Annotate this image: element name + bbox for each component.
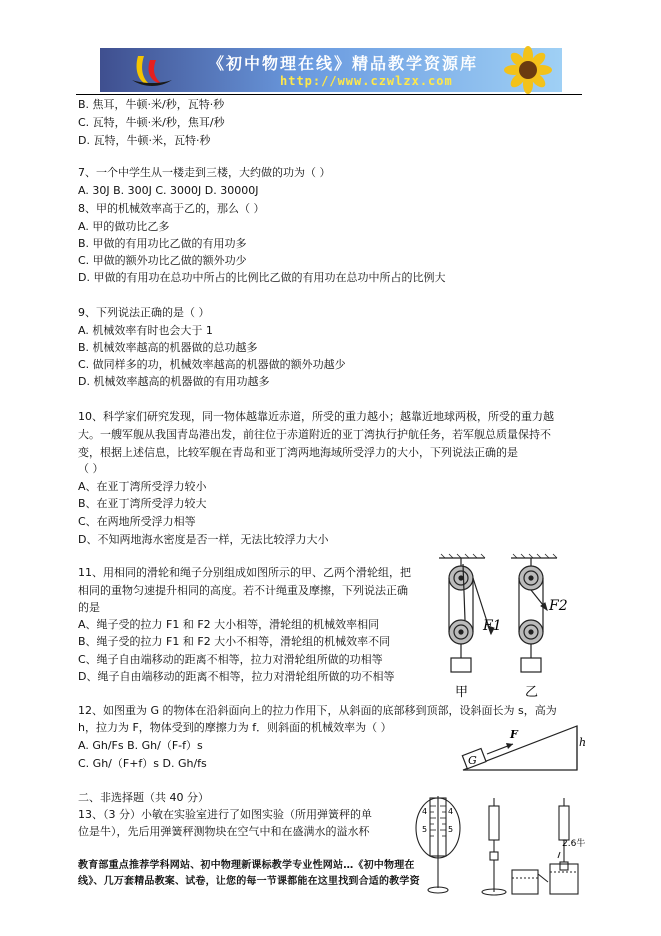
question-10-blank: （ ） bbox=[78, 462, 104, 475]
spring-scale-figure bbox=[412, 792, 584, 902]
weight-g-label: G bbox=[468, 754, 477, 767]
label-jia: 甲 bbox=[455, 685, 469, 700]
option-line: B. 机械效率越高的机器做的总功越多 bbox=[78, 341, 258, 354]
option-line: D、绳子自由端移动的距离不相等，拉力对滑轮组所做的功不相等 bbox=[78, 670, 395, 683]
force-f1-label: F1 bbox=[483, 618, 502, 634]
option-line: A. 机械效率有时也会大于 1 bbox=[78, 324, 213, 337]
option-line: D. 机械效率越高的机器做的有用功越多 bbox=[78, 375, 270, 388]
question-12-text: h，拉力为 F，物体受到的摩擦力为 f．则斜面的机械效率为（ ） bbox=[78, 721, 392, 734]
footer-line: 教育部重点推荐学科网站、初中物理新课标教学专业性网站…《初中物理在 bbox=[78, 860, 415, 871]
question-8: 8、甲的机械效率高于乙的，那么（ ） bbox=[78, 202, 265, 215]
tick-4-left: 4 bbox=[422, 807, 428, 816]
option-line: A、在亚丁湾所受浮力较小 bbox=[78, 480, 207, 493]
site-logo-icon bbox=[130, 50, 174, 90]
option-line: D. 瓦特，牛顿·米，瓦特·秒 bbox=[78, 134, 211, 147]
force-f2-label: F2 bbox=[549, 598, 568, 614]
tick-4-right: 4 bbox=[448, 807, 454, 816]
question-10: 10、科学家们研究发现，同一物体越靠近赤道，所受的重力越小；越靠近地球两极，所受的重力越 bbox=[78, 410, 554, 423]
question-12-options: A. Gh/Fs B. Gh/（F-f）s bbox=[78, 739, 203, 752]
incline-figure bbox=[455, 722, 585, 774]
tick-5-left: 5 bbox=[422, 825, 428, 834]
option-line: D、不知两地海水密度是否一样，无法比较浮力大小 bbox=[78, 533, 329, 546]
pulley-system-figure bbox=[425, 554, 585, 702]
header-title: 《初中物理在线》精品教学资源库 bbox=[208, 54, 479, 73]
option-line: B. 甲做的有用功比乙做的有用功多 bbox=[78, 237, 247, 250]
option-line: C. 瓦特，牛顿·米/秒，焦耳/秒 bbox=[78, 116, 225, 129]
header-banner bbox=[100, 48, 562, 92]
option-line: B. 焦耳，牛顿·米/秒，瓦特·秒 bbox=[78, 98, 225, 111]
option-line: B、绳子受的拉力 F1 和 F2 大小不相等，滑轮组的机械效率不同 bbox=[78, 635, 391, 648]
footer-line: 线》、几万套精品教案、试卷，让您的每一节课都能在这里找到合适的教学资 bbox=[78, 876, 420, 887]
question-10-text: 大。一艘军舰从我国青岛港出发，前往位于赤道附近的亚丁湾执行护航任务，若军舰总质量保持不 bbox=[78, 428, 551, 441]
option-line: C. 甲做的额外功比乙做的额外功少 bbox=[78, 254, 247, 267]
option-line: A. 甲的做功比乙多 bbox=[78, 220, 170, 233]
question-13: 13、（3 分）小敏在实验室进行了如图实验（所用弹簧秤的单 bbox=[78, 808, 372, 821]
option-line: A、绳子受的拉力 F1 和 F2 大小相等，滑轮组的机械效率相同 bbox=[78, 618, 380, 631]
question-12: 12、如图重为 G 的物体在沿斜面向上的拉力作用下，从斜面的底部移到顶部，设斜面长为 s，高为 bbox=[78, 704, 557, 717]
option-line: C、在两地所受浮力相等 bbox=[78, 515, 196, 528]
tick-5-right: 5 bbox=[448, 825, 454, 834]
question-7-options: A. 30J B. 300J C. 3000J D. 30000J bbox=[78, 184, 259, 197]
section-heading: 二、非选择题（共 40 分） bbox=[78, 791, 209, 804]
height-h-label: h bbox=[579, 736, 587, 749]
question-13-text: 位是牛），先后用弹簧秤测物块在空气中和在盛满水的溢水杯 bbox=[78, 825, 370, 838]
force-f-label: F bbox=[510, 728, 518, 741]
question-10-text: 变，根据上述信息，比较军舰在青岛和亚丁湾两地海域所受浮力的大小，下列说法正确的是 bbox=[78, 446, 518, 459]
header-url[interactable]: http://www.czwlzx.com bbox=[280, 74, 453, 88]
question-11-text: 相同的重物匀速提升相同的高度。若不计绳重及摩擦，下列说法正确 bbox=[78, 584, 408, 597]
question-7: 7、一个中学生从一楼走到三楼，大约做的功为（ ） bbox=[78, 166, 331, 179]
option-line: C、绳子自由端移动的距离不相等，拉力对滑轮组所做的功相等 bbox=[78, 653, 383, 666]
option-line: C. 做同样多的功，机械效率越高的机器做的额外功越少 bbox=[78, 358, 346, 371]
scale-reading-label: 2.6牛 bbox=[562, 839, 586, 849]
question-12-options: C. Gh/（F+f）s D. Gh/fs bbox=[78, 757, 207, 770]
sunflower-icon bbox=[498, 46, 558, 94]
option-line: D. 甲做的有用功在总功中所占的比例比乙做的有用功在总功中所占的比例大 bbox=[78, 271, 446, 284]
label-yi: 乙 bbox=[525, 685, 539, 700]
question-11-text: 的是 bbox=[78, 601, 100, 614]
question-11: 11、用相同的滑轮和绳子分别组成如图所示的甲、乙两个滑轮组，把 bbox=[78, 566, 411, 579]
header-divider bbox=[76, 94, 582, 95]
option-line: B、在亚丁湾所受浮力较大 bbox=[78, 497, 207, 510]
question-9: 9、下列说法正确的是（ ） bbox=[78, 306, 210, 319]
